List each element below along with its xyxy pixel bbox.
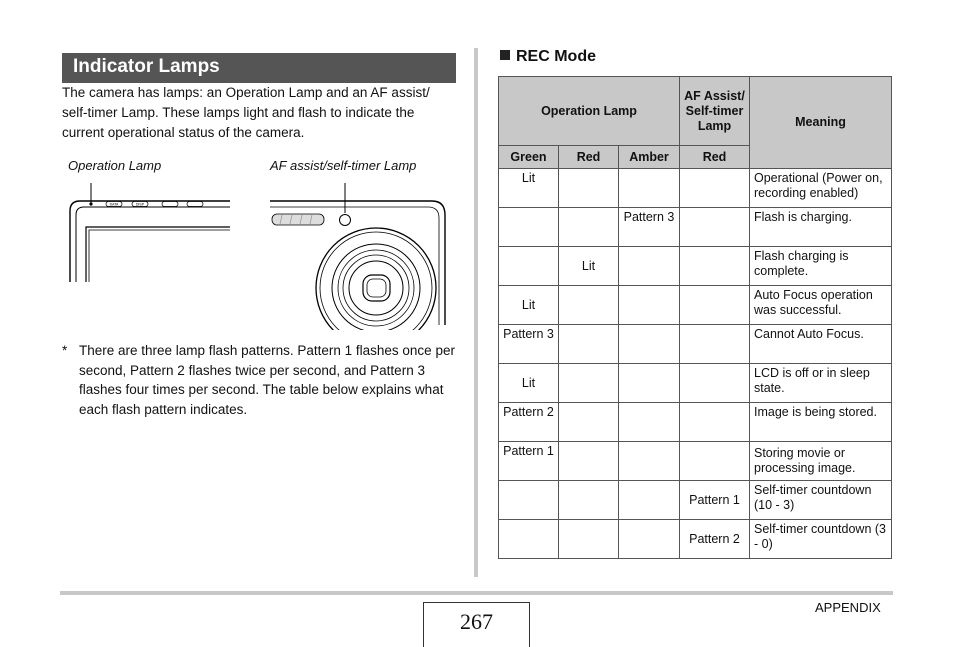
cell-amber	[619, 520, 680, 559]
cell-amber	[619, 442, 680, 481]
cell-amber	[619, 403, 680, 442]
cell-green: Pattern 2	[499, 403, 559, 442]
indicator-lamp-table	[498, 76, 892, 559]
play-button	[162, 202, 178, 207]
cell-meaning: Storing movie or processing image.	[750, 442, 892, 481]
flash-window	[272, 214, 324, 225]
camera-illustration	[62, 175, 452, 330]
section-title: Indicator Lamps	[73, 56, 220, 77]
cell-af-red	[680, 364, 750, 403]
cell-af-red: Pattern 2	[680, 520, 750, 559]
cell-amber	[619, 286, 680, 325]
cell-amber	[619, 247, 680, 286]
page-number: 267	[460, 609, 493, 634]
cell-amber	[619, 169, 680, 208]
cell-red	[559, 364, 619, 403]
cell-af-red: Pattern 1	[680, 481, 750, 520]
table-row	[499, 481, 892, 520]
footer-rule	[60, 591, 893, 595]
table-row	[499, 286, 892, 325]
camera-front-view	[270, 201, 445, 330]
cell-meaning: LCD is off or in sleep state.	[750, 364, 892, 403]
cell-green	[499, 208, 559, 247]
operation-lamp-caption: Operation Lamp	[68, 158, 162, 173]
cell-green: Lit	[499, 169, 559, 208]
cell-meaning: Self-timer countdown (10 - 3)	[750, 481, 892, 520]
square-bullet-icon	[500, 50, 510, 60]
cell-green	[499, 247, 559, 286]
header-amber: Amber	[619, 146, 680, 169]
cell-af-red	[680, 286, 750, 325]
cell-meaning: Flash is charging.	[750, 208, 892, 247]
header-af-red: Red	[680, 146, 750, 169]
cell-green: Pattern 1	[499, 442, 559, 481]
rec-mode-label: REC Mode	[516, 48, 596, 65]
cell-meaning: Self-timer countdown (3 - 0)	[750, 520, 892, 559]
table-row	[499, 325, 892, 364]
table-row	[499, 442, 892, 481]
operation-lamp	[89, 202, 92, 205]
cell-red	[559, 169, 619, 208]
rec-button	[187, 202, 203, 207]
header-red: Red	[559, 146, 619, 169]
table-row	[499, 520, 892, 559]
appendix-link[interactable]: APPENDIX	[815, 600, 881, 615]
flash-pattern-note	[62, 341, 458, 419]
cell-green: Lit	[499, 364, 559, 403]
header-green: Green	[499, 146, 559, 169]
cell-green	[499, 481, 559, 520]
table-row	[499, 169, 892, 208]
af-assist-lamp	[340, 215, 351, 226]
cell-green: Lit	[499, 286, 559, 325]
table-row	[499, 403, 892, 442]
cell-meaning: Cannot Auto Focus.	[750, 325, 892, 364]
cell-amber	[619, 481, 680, 520]
camera-back-view	[70, 201, 230, 282]
cell-red	[559, 286, 619, 325]
rec-mode-heading	[500, 48, 596, 66]
page-number-box	[423, 602, 530, 647]
cell-red	[559, 442, 619, 481]
cell-amber: Pattern 3	[619, 208, 680, 247]
cell-meaning: Image is being stored.	[750, 403, 892, 442]
header-af-lamp: AF Assist/ Self-timer Lamp	[680, 77, 750, 146]
cell-red	[559, 208, 619, 247]
cell-af-red	[680, 169, 750, 208]
cell-meaning: Operational (Power on, recording enabled)	[750, 169, 892, 208]
cell-af-red	[680, 403, 750, 442]
table-row	[499, 364, 892, 403]
table-row	[499, 208, 892, 247]
table-row	[499, 247, 892, 286]
cell-red: Lit	[559, 247, 619, 286]
cell-af-red	[680, 442, 750, 481]
disp-button-label: DISP	[135, 202, 145, 207]
cell-red	[559, 403, 619, 442]
af-lamp-caption: AF assist/self-timer Lamp	[270, 158, 417, 173]
column-divider	[474, 48, 478, 577]
cell-amber	[619, 325, 680, 364]
cell-af-red	[680, 325, 750, 364]
cell-af-red	[680, 247, 750, 286]
cell-red	[559, 520, 619, 559]
note-text: There are three lamp flash patterns. Pattern 1 flashes once per second, Pattern 2 flashes twice per second, and Pattern 3 flashes four times per second. The table below explains what each flash pattern indicates.	[79, 343, 455, 417]
section-title-bar	[62, 53, 456, 83]
cell-meaning: Auto Focus operation was successful.	[750, 286, 892, 325]
cell-red	[559, 325, 619, 364]
cell-red	[559, 481, 619, 520]
header-operation-lamp: Operation Lamp	[499, 77, 680, 146]
cell-green: Pattern 3	[499, 325, 559, 364]
data-button-label: DATA	[109, 202, 119, 207]
header-meaning: Meaning	[750, 77, 892, 169]
intro-paragraph: The camera has lamps: an Operation Lamp and an AF assist/ self-timer Lamp. These lamps light and flash to indicate the current operational status of the camera.	[62, 85, 430, 140]
cell-green	[499, 520, 559, 559]
cell-amber	[619, 364, 680, 403]
cell-af-red	[680, 208, 750, 247]
cell-meaning: Flash charging is complete.	[750, 247, 892, 286]
note-asterisk: *	[62, 343, 68, 358]
